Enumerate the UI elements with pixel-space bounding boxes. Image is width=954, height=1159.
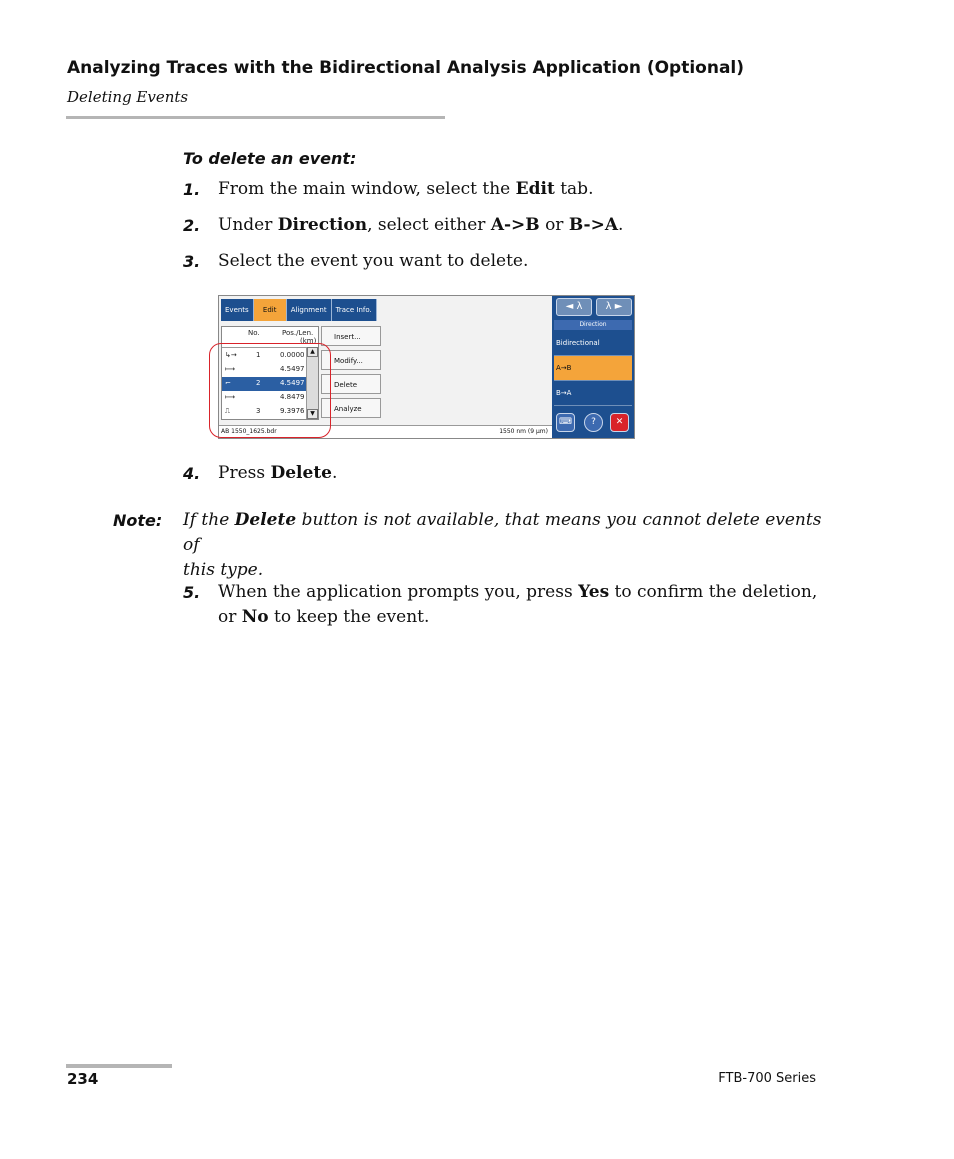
status-file: AB 1550_1625.bdr [221, 428, 277, 435]
help-icon[interactable]: ? [584, 413, 603, 432]
step-text: Press Delete. [218, 463, 338, 483]
step-text: From the main window, select the Edit tab. [218, 179, 594, 199]
tab-events[interactable]: Events [221, 299, 254, 321]
step-number: 5. [183, 583, 201, 602]
column-unit: (km) [300, 337, 317, 345]
lambda-prev-button[interactable]: ◄ λ [556, 298, 592, 316]
insert-button[interactable]: Insert... [321, 326, 381, 346]
table-row[interactable]: ↳→ 1 0.0000 [225, 351, 305, 359]
step-text: When the application prompts you, press Yes to confirm the deletion, or No to keep the event. [218, 582, 818, 627]
direction-a-to-b[interactable]: A→B [554, 356, 632, 381]
tab-alignment[interactable]: Alignment [287, 299, 332, 321]
page-number: 234 [67, 1070, 99, 1088]
table-row[interactable]: ⟼ 4.8479 [225, 393, 305, 401]
step-number: 3. [183, 252, 201, 271]
step-text: Under Direction, select either A->B or B->A. [218, 215, 624, 235]
page-header-subtitle: Deleting Events [67, 88, 189, 106]
modify-button[interactable]: Modify... [321, 350, 381, 370]
table-row-selected[interactable]: ⌐ 2 4.5497 [222, 377, 306, 391]
note-text: If the Delete button is not available, that means you cannot delete events of this type. [183, 510, 822, 580]
side-panel [552, 296, 634, 438]
procedure-heading: To delete an event: [183, 149, 357, 168]
fiber-section-icon: ⟼ [225, 365, 236, 373]
lambda-next-button[interactable]: λ ► [596, 298, 632, 316]
reflective-event-icon: ⎍ [225, 407, 230, 415]
fiber-section-icon: ⟼ [225, 393, 236, 401]
tab-bar [221, 299, 377, 321]
footer-rule [66, 1064, 172, 1068]
tab-edit[interactable]: Edit [254, 299, 287, 321]
scroll-down-icon[interactable]: ▼ [307, 409, 318, 419]
keyboard-icon[interactable]: ⌨ [556, 413, 575, 432]
launch-event-icon: ↳→ [225, 351, 237, 359]
delete-button[interactable]: Delete [321, 374, 381, 394]
column-pos-len: Pos./Len. [282, 329, 314, 337]
tab-trace-info[interactable]: Trace Info. [332, 299, 377, 321]
table-row[interactable]: ⟼ 4.5497 [225, 365, 305, 373]
step-number: 2. [183, 216, 201, 235]
page-header-title: Analyzing Traces with the Bidirectional Analysis Application (Optional) [67, 58, 745, 78]
header-rule [66, 116, 445, 119]
column-no: No. [248, 329, 260, 337]
analyze-button[interactable]: Analyze [321, 398, 381, 418]
direction-label: Direction [554, 320, 632, 330]
close-icon[interactable]: ✕ [610, 413, 629, 432]
direction-b-to-a[interactable]: B→A [554, 381, 632, 406]
highlight-circle [209, 343, 331, 438]
step-number: 4. [183, 464, 201, 483]
step-number: 1. [183, 180, 201, 199]
scroll-up-icon[interactable]: ▲ [307, 347, 318, 357]
step-text: Select the event you want to delete. [218, 251, 529, 271]
status-wavelength: 1550 nm (9 µm) [499, 428, 548, 435]
table-row[interactable]: ⎍ 3 9.3976 [225, 407, 305, 415]
product-series: FTB-700 Series [718, 1071, 816, 1086]
direction-bidirectional[interactable]: Bidirectional [554, 331, 632, 356]
note-label: Note: [113, 511, 163, 530]
non-reflective-event-icon: ⌐ [225, 379, 231, 387]
